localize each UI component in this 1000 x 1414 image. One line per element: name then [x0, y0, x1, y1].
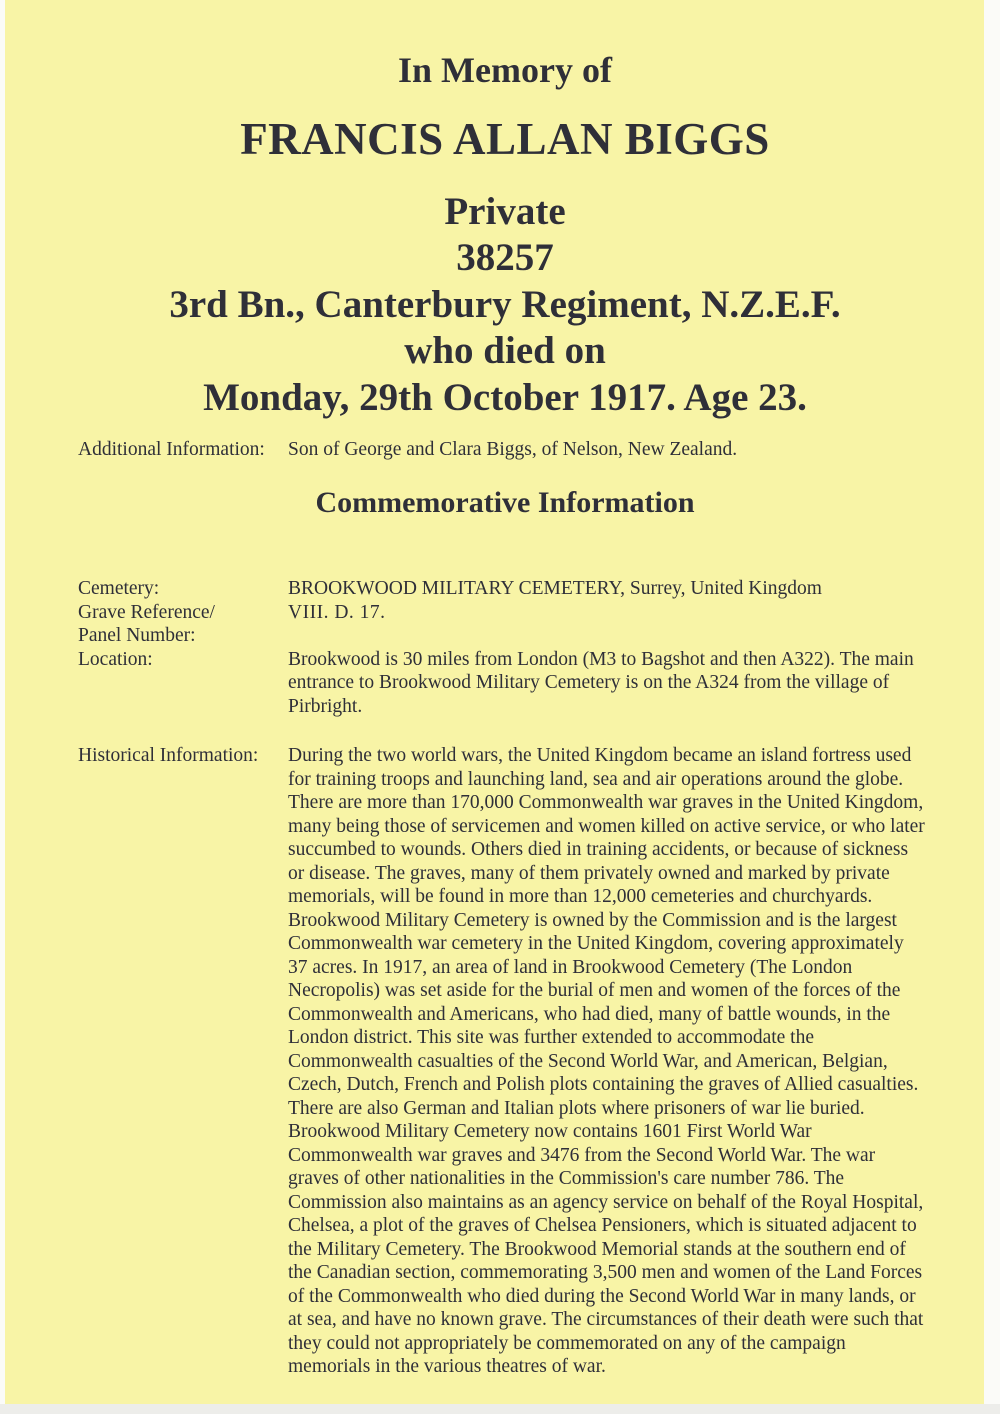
scan-edge: [0, 1404, 1000, 1414]
grave-reference-value: VIII. D. 17.: [288, 601, 386, 623]
grave-reference-label: [78, 601, 288, 648]
location-row: [5, 648, 984, 719]
grave-reference-label-line2: Panel Number:: [78, 625, 196, 647]
historical-information-label: Historical Information:: [78, 745, 259, 767]
service-number: 38257: [456, 236, 554, 280]
unit: 3rd Bn., Canterbury Regiment, N.Z.E.F.: [169, 282, 841, 326]
historical-information-text: During the two world wars, the United Kingdom became an island fortress used for training troops and launching land, sea and air operations around the globe. There are more than 170,000 Commonwealth war graves in the United Kingdom, many being those of servicemen and women killed on active service, or who later succumbed to wounds. Others died in training accidents, or because of sickness or disease. The graves, many of them privately owned and marked by private memorials, will be found in more than 12,000 cemeteries and churchyards. Brookwood Military Cemetery is owned by the Commission and is the largest Commonwealth war cemetery in the United Kingdom, covering approximately 37 acres. In 1917, an area of land in Brookwood Cemetery (The London Necropolis) was set aside for the burial of men and women of the forces of the Commonwealth and Americans, who had died, many of battle wounds, in the London district. This site was further extended to accommodate the Commonwealth casualties of the Second World War, and American, Belgian, Czech, Dutch, French and Polish plots containing the graves of Allied casualties. There are also German and Italian plots where prisoners of war lie buried. Brookwood Military Cemetery now contains 1601 First World War Commonwealth war graves and 3476 from the Second World War. The war graves of other nationalities in the Commission's care number 786. The Commission also maintains as an agency service on behalf of the Royal Hospital, Chelsea, a plot of the graves of Chelsea Pensioners, which is situated adjacent to the Military Cemetery. The Brookwood Memorial stands at the southern end of the Canadian section, commemorating 3,500 men and women of the Land Forces of the Commonwealth who died during the Second World War in many lands, or at sea, and have no known grave. The circumstances of their death were such that they could not appropriately be commemorated on any of the campaign memorials in the various theatres of war.: [288, 745, 925, 1378]
commemorative-section: [5, 577, 984, 1379]
location-label: Location:: [78, 648, 153, 670]
cemetery-label: Cemetery:: [78, 578, 160, 600]
location-value: Brookwood is 30 miles from London (M3 to Bagshot and then A322). The main entrance to Brookwood Military Cemetery is on the A324 from the village of Pirbright.: [288, 648, 914, 717]
death-date: Monday, 29th October 1917. Age 23.: [203, 375, 807, 419]
rank: Private: [444, 189, 566, 233]
grave-reference-row: [5, 601, 984, 648]
cemetery-row: [5, 577, 984, 601]
grave-reference-label-line1: Grave Reference/: [78, 601, 215, 623]
additional-information-value: Son of George and Clara Biggs, of Nelson, New Zealand.: [288, 439, 738, 461]
died-prefix: who died on: [404, 329, 606, 373]
memorial-page: [5, 0, 984, 1404]
additional-information-label: Additional Information:: [78, 439, 265, 461]
deceased-name: FRANCIS ALLAN BIGGS: [240, 114, 770, 165]
commemorative-heading: Commemorative Information: [315, 485, 695, 519]
historical-information-row: [5, 744, 984, 1379]
cemetery-value: BROOKWOOD MILITARY CEMETERY, Surrey, United Kingdom: [288, 578, 822, 600]
memorial-heading: In Memory of: [398, 50, 612, 90]
memorial-details: [26, 189, 984, 422]
additional-information-row: [5, 438, 984, 462]
